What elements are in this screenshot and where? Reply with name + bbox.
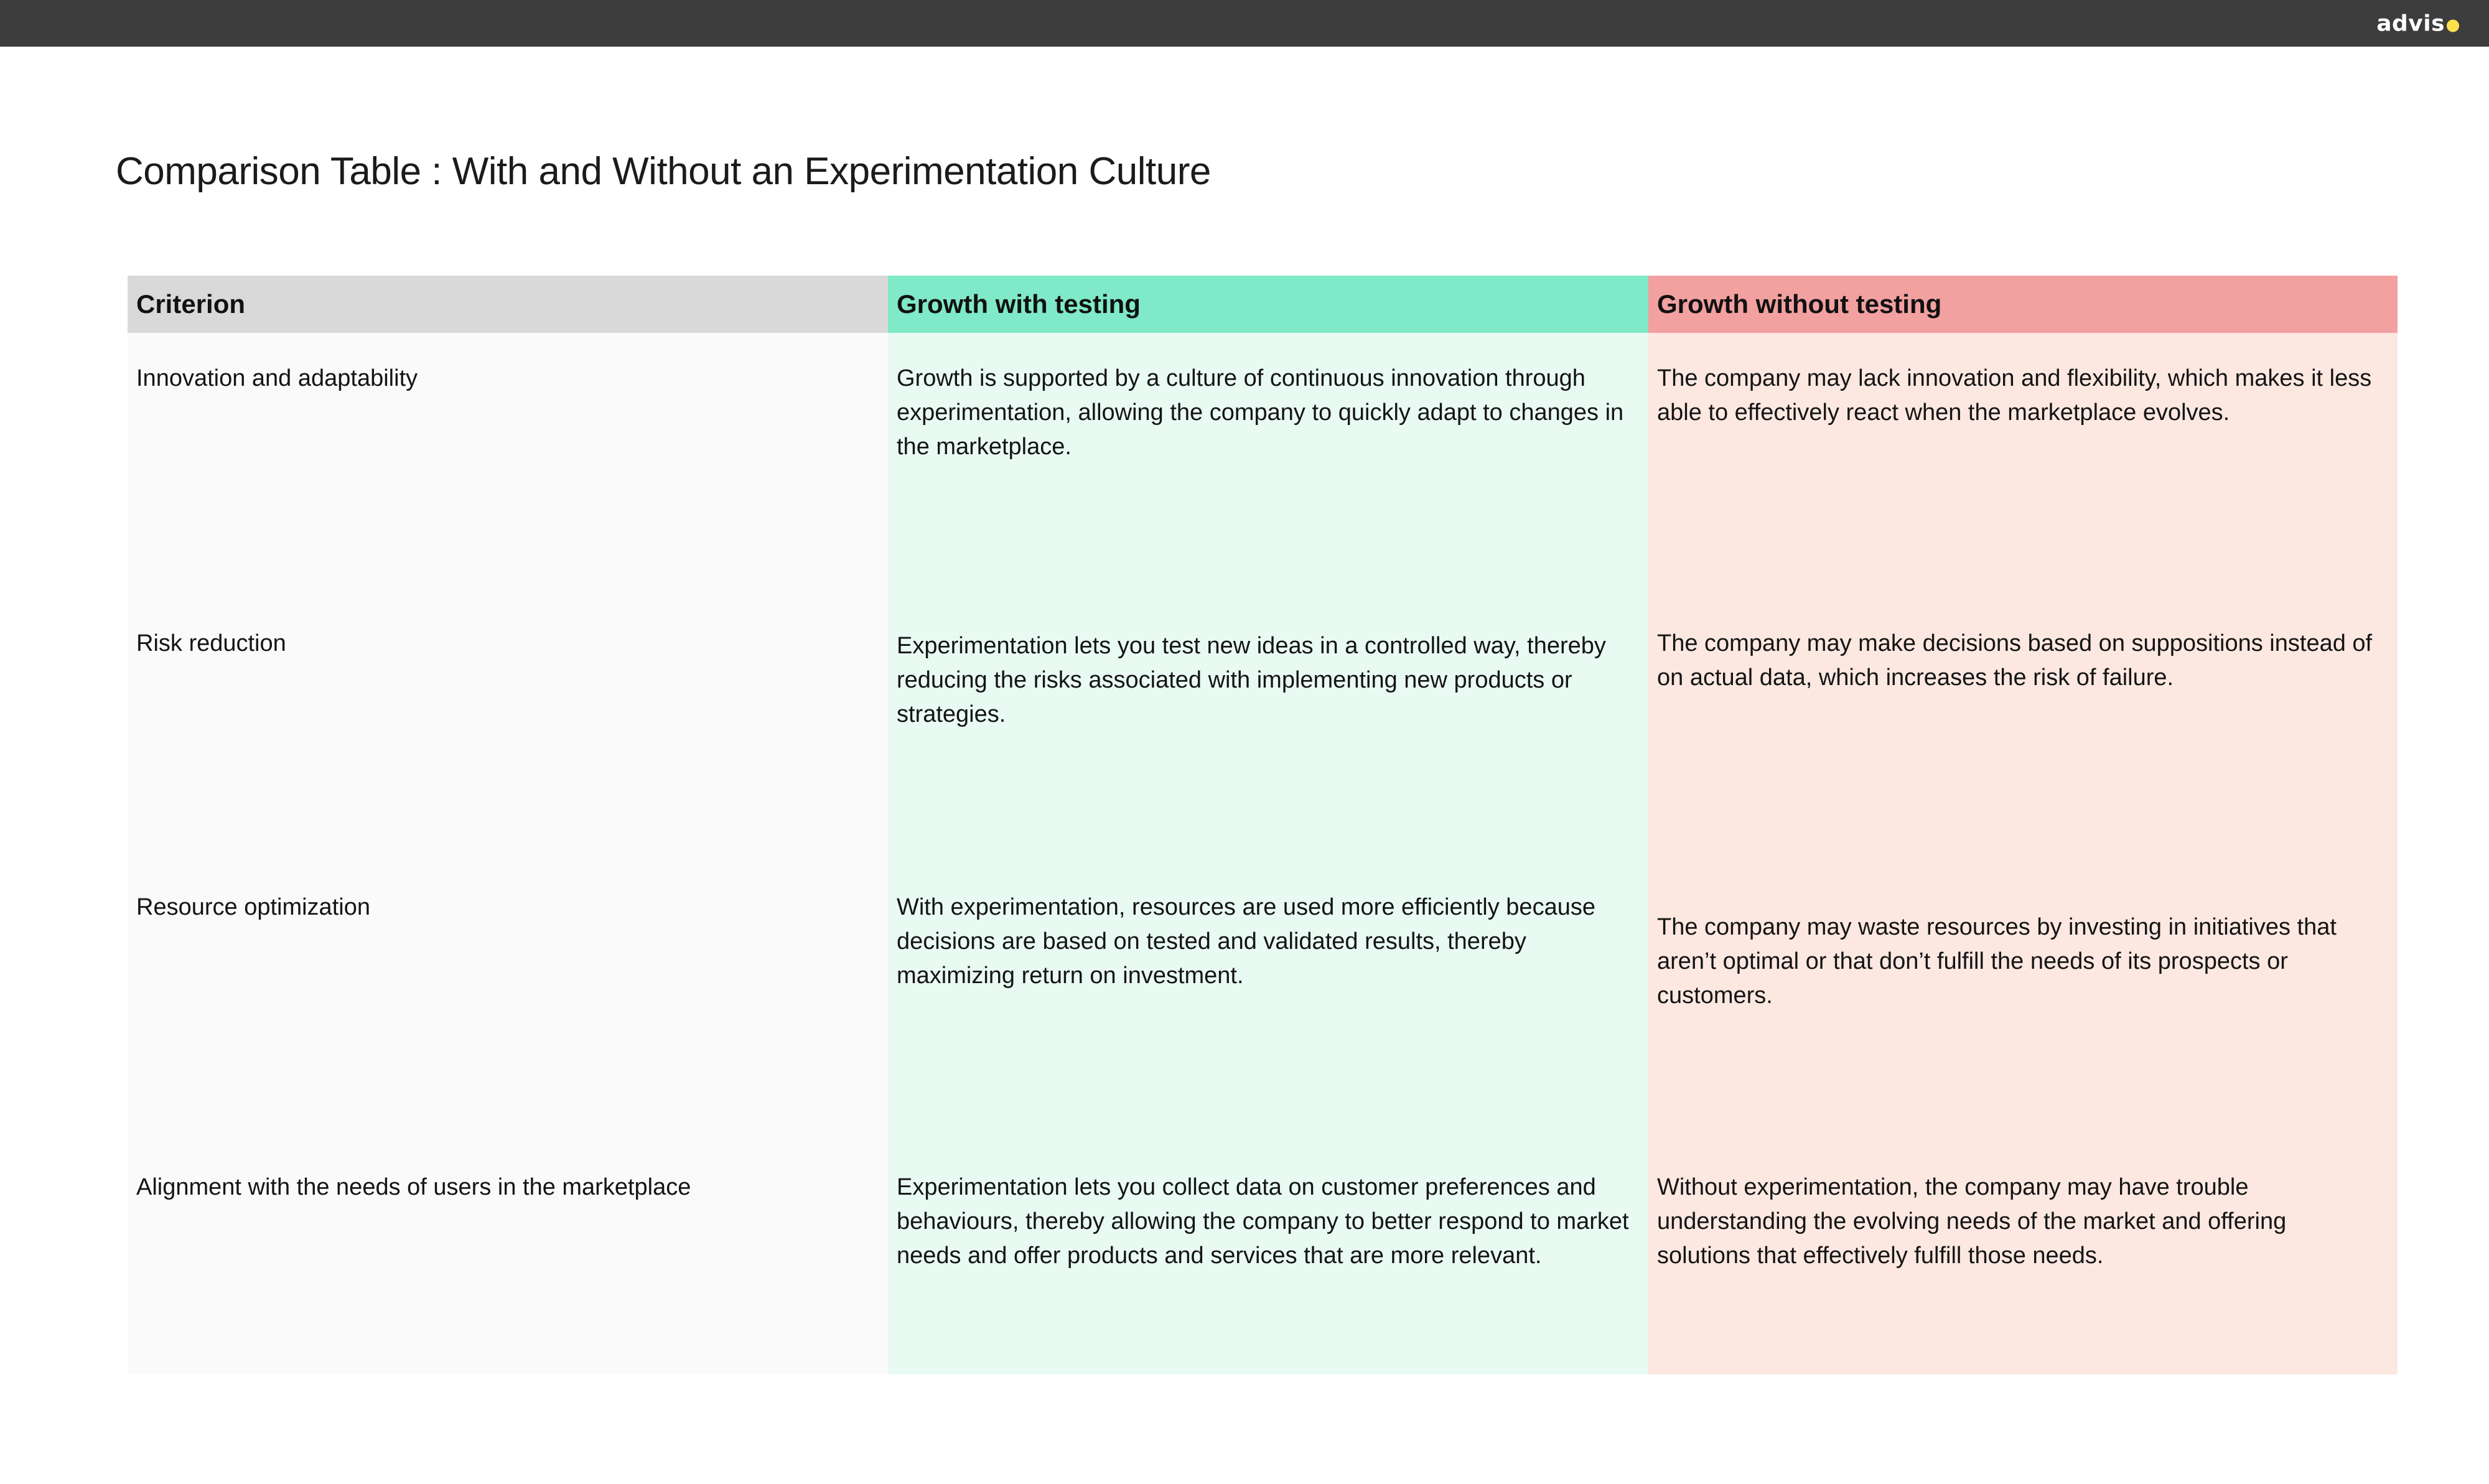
cell-growth-without-testing [1648, 861, 2398, 1142]
advio-logo [2376, 11, 2459, 36]
cell-criterion [128, 333, 888, 597]
brand-dot-icon [2447, 20, 2459, 32]
cell-criterion [128, 861, 888, 1142]
cell-growth-with-testing [888, 597, 1648, 861]
without-testing-text: Without experimentation, the company may have trouble understanding the evolving needs of the market and offering solutions that effectively fulfill those needs. [1657, 1174, 2287, 1269]
criterion-text: Innovation and adaptability [136, 365, 418, 391]
table-row [128, 861, 2398, 1142]
comparison-table [128, 276, 2398, 1374]
column-header-growth-without-testing: Growth without testing [1648, 276, 2398, 333]
comparison-table-container [128, 276, 2398, 1374]
cell-growth-with-testing [888, 333, 1648, 597]
table-row [128, 1142, 2398, 1374]
cell-growth-without-testing [1648, 597, 2398, 861]
table-header-row [128, 276, 2398, 333]
without-testing-text: The company may make decisions based on suppositions instead of on actual data, which increases the risk of failure. [1657, 630, 2373, 691]
brand-name: advis [2376, 11, 2445, 36]
without-testing-text: The company may waste resources by investing in initiatives that aren’t optimal or that don’t fulfill the needs of its prospects or customers. [1657, 914, 2337, 1009]
cell-growth-without-testing [1648, 1142, 2398, 1374]
page-title: Comparison Table : With and Without an Experimentation Culture [116, 150, 1211, 193]
column-header-growth-with-testing: Growth with testing [888, 276, 1648, 333]
top-bar [0, 0, 2489, 47]
column-header-criterion: Criterion [128, 276, 888, 333]
with-testing-text: Growth is supported by a culture of continuous innovation through experimentation, allowing the company to quickly adapt to changes in the marketplace. [897, 365, 1624, 460]
cell-criterion [128, 597, 888, 861]
table-row [128, 597, 2398, 861]
cell-criterion [128, 1142, 888, 1374]
with-testing-text: With experimentation, resources are used more efficiently because decisions are based on tested and validated results, thereby maximizing return on investment. [897, 894, 1595, 989]
criterion-text: Alignment with the needs of users in the marketplace [136, 1174, 691, 1200]
without-testing-text: The company may lack innovation and flexibility, which makes it less able to effectively react when the marketplace evolves. [1657, 365, 2372, 426]
criterion-text: Risk reduction [136, 630, 286, 656]
table-row [128, 333, 2398, 597]
criterion-text: Resource optimization [136, 894, 370, 920]
with-testing-text: Experimentation lets you collect data on customer preferences and behaviours, thereby allowing the company to better respond to market needs and offer products and services that are more relevant. [897, 1174, 1629, 1269]
cell-growth-without-testing [1648, 333, 2398, 597]
cell-growth-with-testing [888, 1142, 1648, 1374]
cell-growth-with-testing [888, 861, 1648, 1142]
with-testing-text: Experimentation lets you test new ideas in a controlled way, thereby reducing the risks associated with implementing new products or strategies. [897, 633, 1606, 728]
